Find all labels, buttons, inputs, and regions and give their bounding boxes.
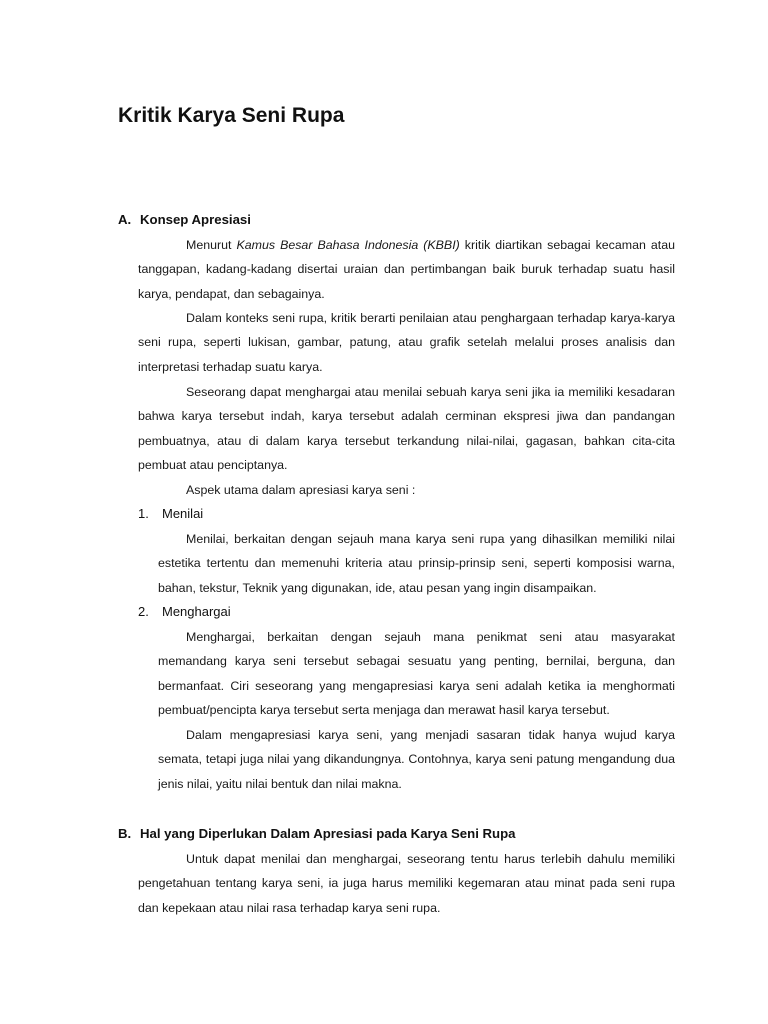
list-item-1-number: 1. [138,506,149,521]
p4-text: Aspek utama dalam apresiasi karya seni : [186,483,416,497]
section-b-p1-text: Untuk dapat menilai dan menghargai, seseorang tentu harus terlebih dahulu memiliki pengetahuan tentang karya seni, ia juga harus memiliki kegemaran atau minat pada seni rupa dan kepekaan atau nilai rasa terhadap karya seni rupa. [138,852,675,915]
list-item-2-text-1 [158,625,675,723]
item1-body: Menilai, berkaitan dengan sejauh mana karya seni rupa yang dihasilkan memiliki nilai estetika tertentu dan memenuhi kriteria atau prinsip-prinsip seni, seperti komposisi warna, bahan, tekstur, Teknik yang digunakan, ide, atau pesan yang ingin disampaikan. [158,532,675,595]
p1-text-start: Menurut [186,238,237,252]
list-item-2-label: Menghargai [162,604,231,619]
document-title: Kritik Karya Seni Rupa [118,104,345,127]
list-item-2-text-2 [158,723,675,796]
section-a-letter: A. [118,212,132,227]
list-item-1-text [158,527,675,600]
section-a-paragraph-1 [138,233,675,306]
section-a-paragraph-4 [138,478,675,502]
item2-body-2: Dalam mengapresiasi karya seni, yang menjadi sasaran tidak hanya wujud karya semata, tetapi juga nilai yang dikandungnya. Contohnya, karya seni patung mengandung dua jenis nilai, yaitu nilai bentuk dan nilai makna. [158,728,675,791]
p1-text-end: kritik diartikan sebagai kecaman atau tanggapan, kadang-kadang disertai uraian dan pertimbangan baik buruk terhadap suatu hasil karya, pendapat, dan sebagainya. [138,238,676,301]
item2-body-1: Menghargai, berkaitan dengan sejauh mana penikmat seni atau masyarakat memandang karya seni tersebut sebagai sesuatu yang penting, bernilai, berguna, dan bermanfaat. Ciri seseorang yang mengapresiasi karya seni adalah ketika ia menghormati pembuat/pencipta karya tersebut serta menjaga dan merawat hasil karya tersebut. [158,630,675,718]
section-b-heading [118,826,516,841]
section-a-paragraph-2 [138,306,675,379]
section-b-letter: B. [118,826,132,841]
list-item-1-heading [138,506,203,521]
section-b-title: Hal yang Diperlukan Dalam Apresiasi pada Karya Seni Rupa [140,826,516,841]
kbbi-italic-text: Kamus Besar Bahasa Indonesia (KBBI) [236,238,460,252]
section-a-paragraph-3 [138,380,675,478]
section-a-title: Konsep Apresiasi [140,212,251,227]
p2-text: Dalam konteks seni rupa, kritik berarti penilaian atau penghargaan terhadap karya-karya seni rupa, seperti lukisan, gambar, patung, atau grafik setelah melalui proses analisis dan interpretasi terhadap suatu karya. [138,311,675,374]
list-item-1-label: Menilai [162,506,204,521]
p3-text: Seseorang dapat menghargai atau menilai sebuah karya seni jika ia memiliki kesadaran bahwa karya tersebut indah, karya tersebut adalah cerminan ekspresi jiwa dan pandangan pembuatnya, atau di dalam karya tersebut terkandung nilai-nilai, gagasan, bahkan cita-cita pembuat atau penciptanya. [138,385,675,473]
list-item-2-heading [138,604,231,619]
section-a-heading [118,212,251,227]
section-b-paragraph-1 [138,847,675,920]
list-item-2-number: 2. [138,604,149,619]
